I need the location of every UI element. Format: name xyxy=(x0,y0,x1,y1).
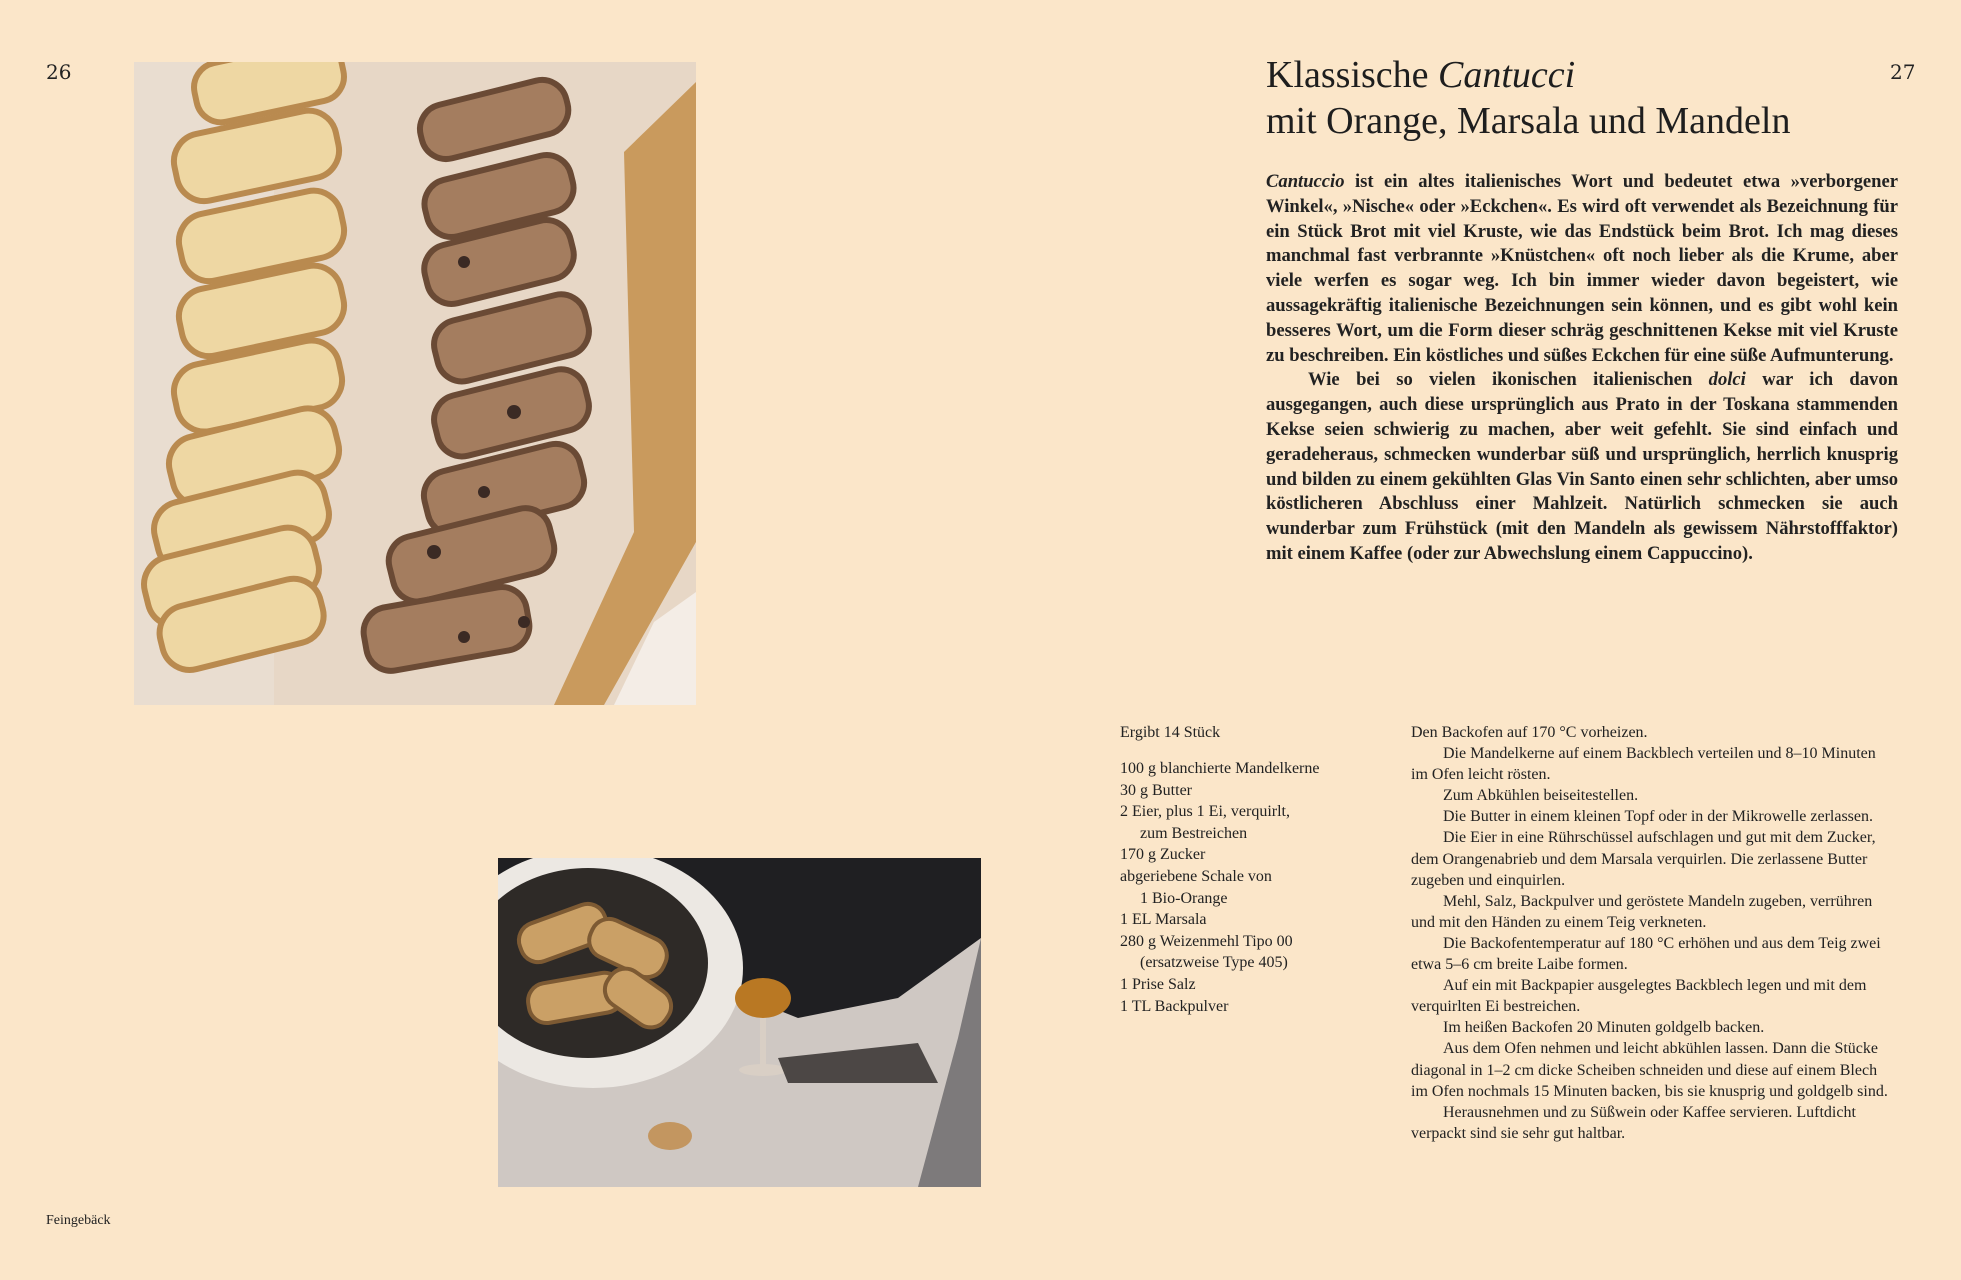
ingredient-text: 1 EL Marsala xyxy=(1120,911,1207,929)
method-steps xyxy=(1411,722,1891,1144)
cantucci-slices-illustration xyxy=(134,62,696,705)
method-step: Die Backofentemperatur auf 180 °C erhöhen und aus dem Teig zwei etwa 5–6 cm breite Laibe formen. xyxy=(1411,934,1881,974)
chapter-footer: Feingebäck xyxy=(46,1213,111,1228)
method-step: Die Butter in einem kleinen Topf oder in der Mikrowelle zerlassen. xyxy=(1443,808,1874,826)
ingredient-text: 1 TL Backpulver xyxy=(1120,997,1229,1015)
intro-paragraph-2-end: war ich davon ausgegangen, auch diese ursprünglich aus Prato in der Toskana stammenden Kekse seien schwierig zu machen, aber weit gefehlt. Sie sind einfach und geradeheraus, schmecken wunderbar süß und ursprünglich, herrlich knusprig und bilden zu einem gekühlten Glas Vin Santo einen sehr schlichten, aber umso köstlicheren Abschluss einer Mahlzeit. Natürlich schmecken sie auch wunderbar zum Frühstück (mit den Mandeln als gewissem Nährstofffaktor) mit einem Kaffee (oder zur Abwechslung einem Cappuccino). xyxy=(1266,369,1898,564)
intro-paragraph-2-start: Wie bei so vielen ikonischen italienischen xyxy=(1308,369,1709,391)
cantucci-slices-photo xyxy=(134,62,696,705)
title-line2: mit Orange, Marsala und Mandeln xyxy=(1266,100,1791,142)
ingredient-text: 280 g Weizenmehl Tipo 00 xyxy=(1120,932,1293,950)
ingredient-continuation: zum Bestreichen xyxy=(1140,824,1248,842)
cantucci-bowl-photo xyxy=(498,858,981,1187)
recipe-title xyxy=(1266,52,1866,144)
title-italic-word: Cantucci xyxy=(1438,54,1576,96)
method-step: Mehl, Salz, Backpulver und geröstete Mandeln zugeben, verrühren und mit den Händen zu einem Teig verkneten. xyxy=(1411,892,1873,931)
ingredient-item xyxy=(1120,801,1390,844)
ingredient-item xyxy=(1120,909,1390,931)
ingredient-list xyxy=(1120,758,1390,1017)
method-step: Den Backofen auf 170 °C vorheizen. xyxy=(1411,724,1648,741)
method-step: Herausnehmen und zu Süßwein oder Kaffee servieren. Luftdicht verpackt sind sie sehr gut haltbar. xyxy=(1411,1103,1856,1142)
intro-italic-dolci: dolci xyxy=(1708,369,1746,391)
ingredient-item xyxy=(1120,844,1390,866)
method-step: Auf ein mit Backpapier ausgelegtes Backblech legen und mit dem verquirlten Ei bestreichen. xyxy=(1411,977,1867,1016)
intro-text xyxy=(1266,170,1898,567)
ingredient-text: 30 g Butter xyxy=(1120,781,1192,799)
ingredient-text: 100 g blanchierte Mandelkerne xyxy=(1120,760,1320,777)
ingredient-item xyxy=(1120,866,1390,909)
title-prefix: Klassische xyxy=(1266,54,1439,96)
title-line1 xyxy=(1266,54,1575,96)
method-step: Zum Abkühlen beiseitestellen. xyxy=(1443,787,1639,805)
method-step: Im heißen Backofen 20 Minuten goldgelb backen. xyxy=(1443,1019,1765,1037)
ingredient-item xyxy=(1120,931,1390,974)
ingredient-item xyxy=(1120,974,1390,996)
ingredient-text: 170 g Zucker xyxy=(1120,846,1206,864)
method-step: Die Eier in eine Rührschüssel aufschlagen und gut mit dem Zucker, dem Orangenabrieb und dem Marsala verquirlen. Die zerlassene Butter zugeben und einquirlen. xyxy=(1411,829,1876,889)
intro-italic-term: Cantuccio xyxy=(1266,171,1345,192)
ingredient-continuation: (ersatzweise Type 405) xyxy=(1140,954,1288,972)
ingredient-text: abgeriebene Schale von xyxy=(1120,867,1272,885)
ingredient-item xyxy=(1120,758,1390,780)
intro-paragraph-1 xyxy=(1266,170,1898,368)
ingredient-text: 1 Prise Salz xyxy=(1120,975,1196,993)
method-step: Die Mandelkerne auf einem Backblech verteilen und 8–10 Minuten im Ofen leicht rösten. xyxy=(1411,745,1876,784)
page-number-left: 26 xyxy=(46,60,72,84)
page-number-right: 27 xyxy=(1890,60,1916,84)
ingredient-continuation: 1 Bio-Orange xyxy=(1140,889,1228,907)
method-step: Aus dem Ofen nehmen und leicht abkühlen lassen. Dann die Stücke diagonal in 1–2 cm dicke Scheiben schneiden und diese auf einem Blech im Ofen nochmals 15 Minuten backen, bis sie knusprig und goldgelb sind. xyxy=(1411,1040,1888,1100)
cantucci-bowl-illustration xyxy=(498,858,981,1187)
ingredient-text: 2 Eier, plus 1 Ei, verquirlt, xyxy=(1120,803,1290,821)
recipe-yield: Ergibt 14 Stück xyxy=(1120,724,1221,741)
ingredient-item xyxy=(1120,780,1390,802)
intro-paragraph-1-text: ist ein altes italienisches Wort und bedeutet etwa »verborgener Winkel«, »Nische« oder »Eckchen«. Es wird oft verwendet als Bezeichnung für ein Stück Brot mit viel Kruste, wie das Endstück beim Brot. Ich mag dieses manchmal fast verbrannte »Knüstchen« oft noch lieber als die Krume, aber viele werfen es sogar weg. Ich bin immer wieder davon begeistert, wie aussagekräftig italienische Bezeichnungen sein können, und es gibt wohl kein besseres Wort, um die Form dieser schräg geschnittenen Kekse mit viel Kruste zu beschreiben. Ein köstliches und süßes Eckchen für eine süße Aufmunterung. xyxy=(1266,171,1898,366)
intro-paragraph-2 xyxy=(1266,368,1898,566)
ingredient-item xyxy=(1120,996,1390,1018)
